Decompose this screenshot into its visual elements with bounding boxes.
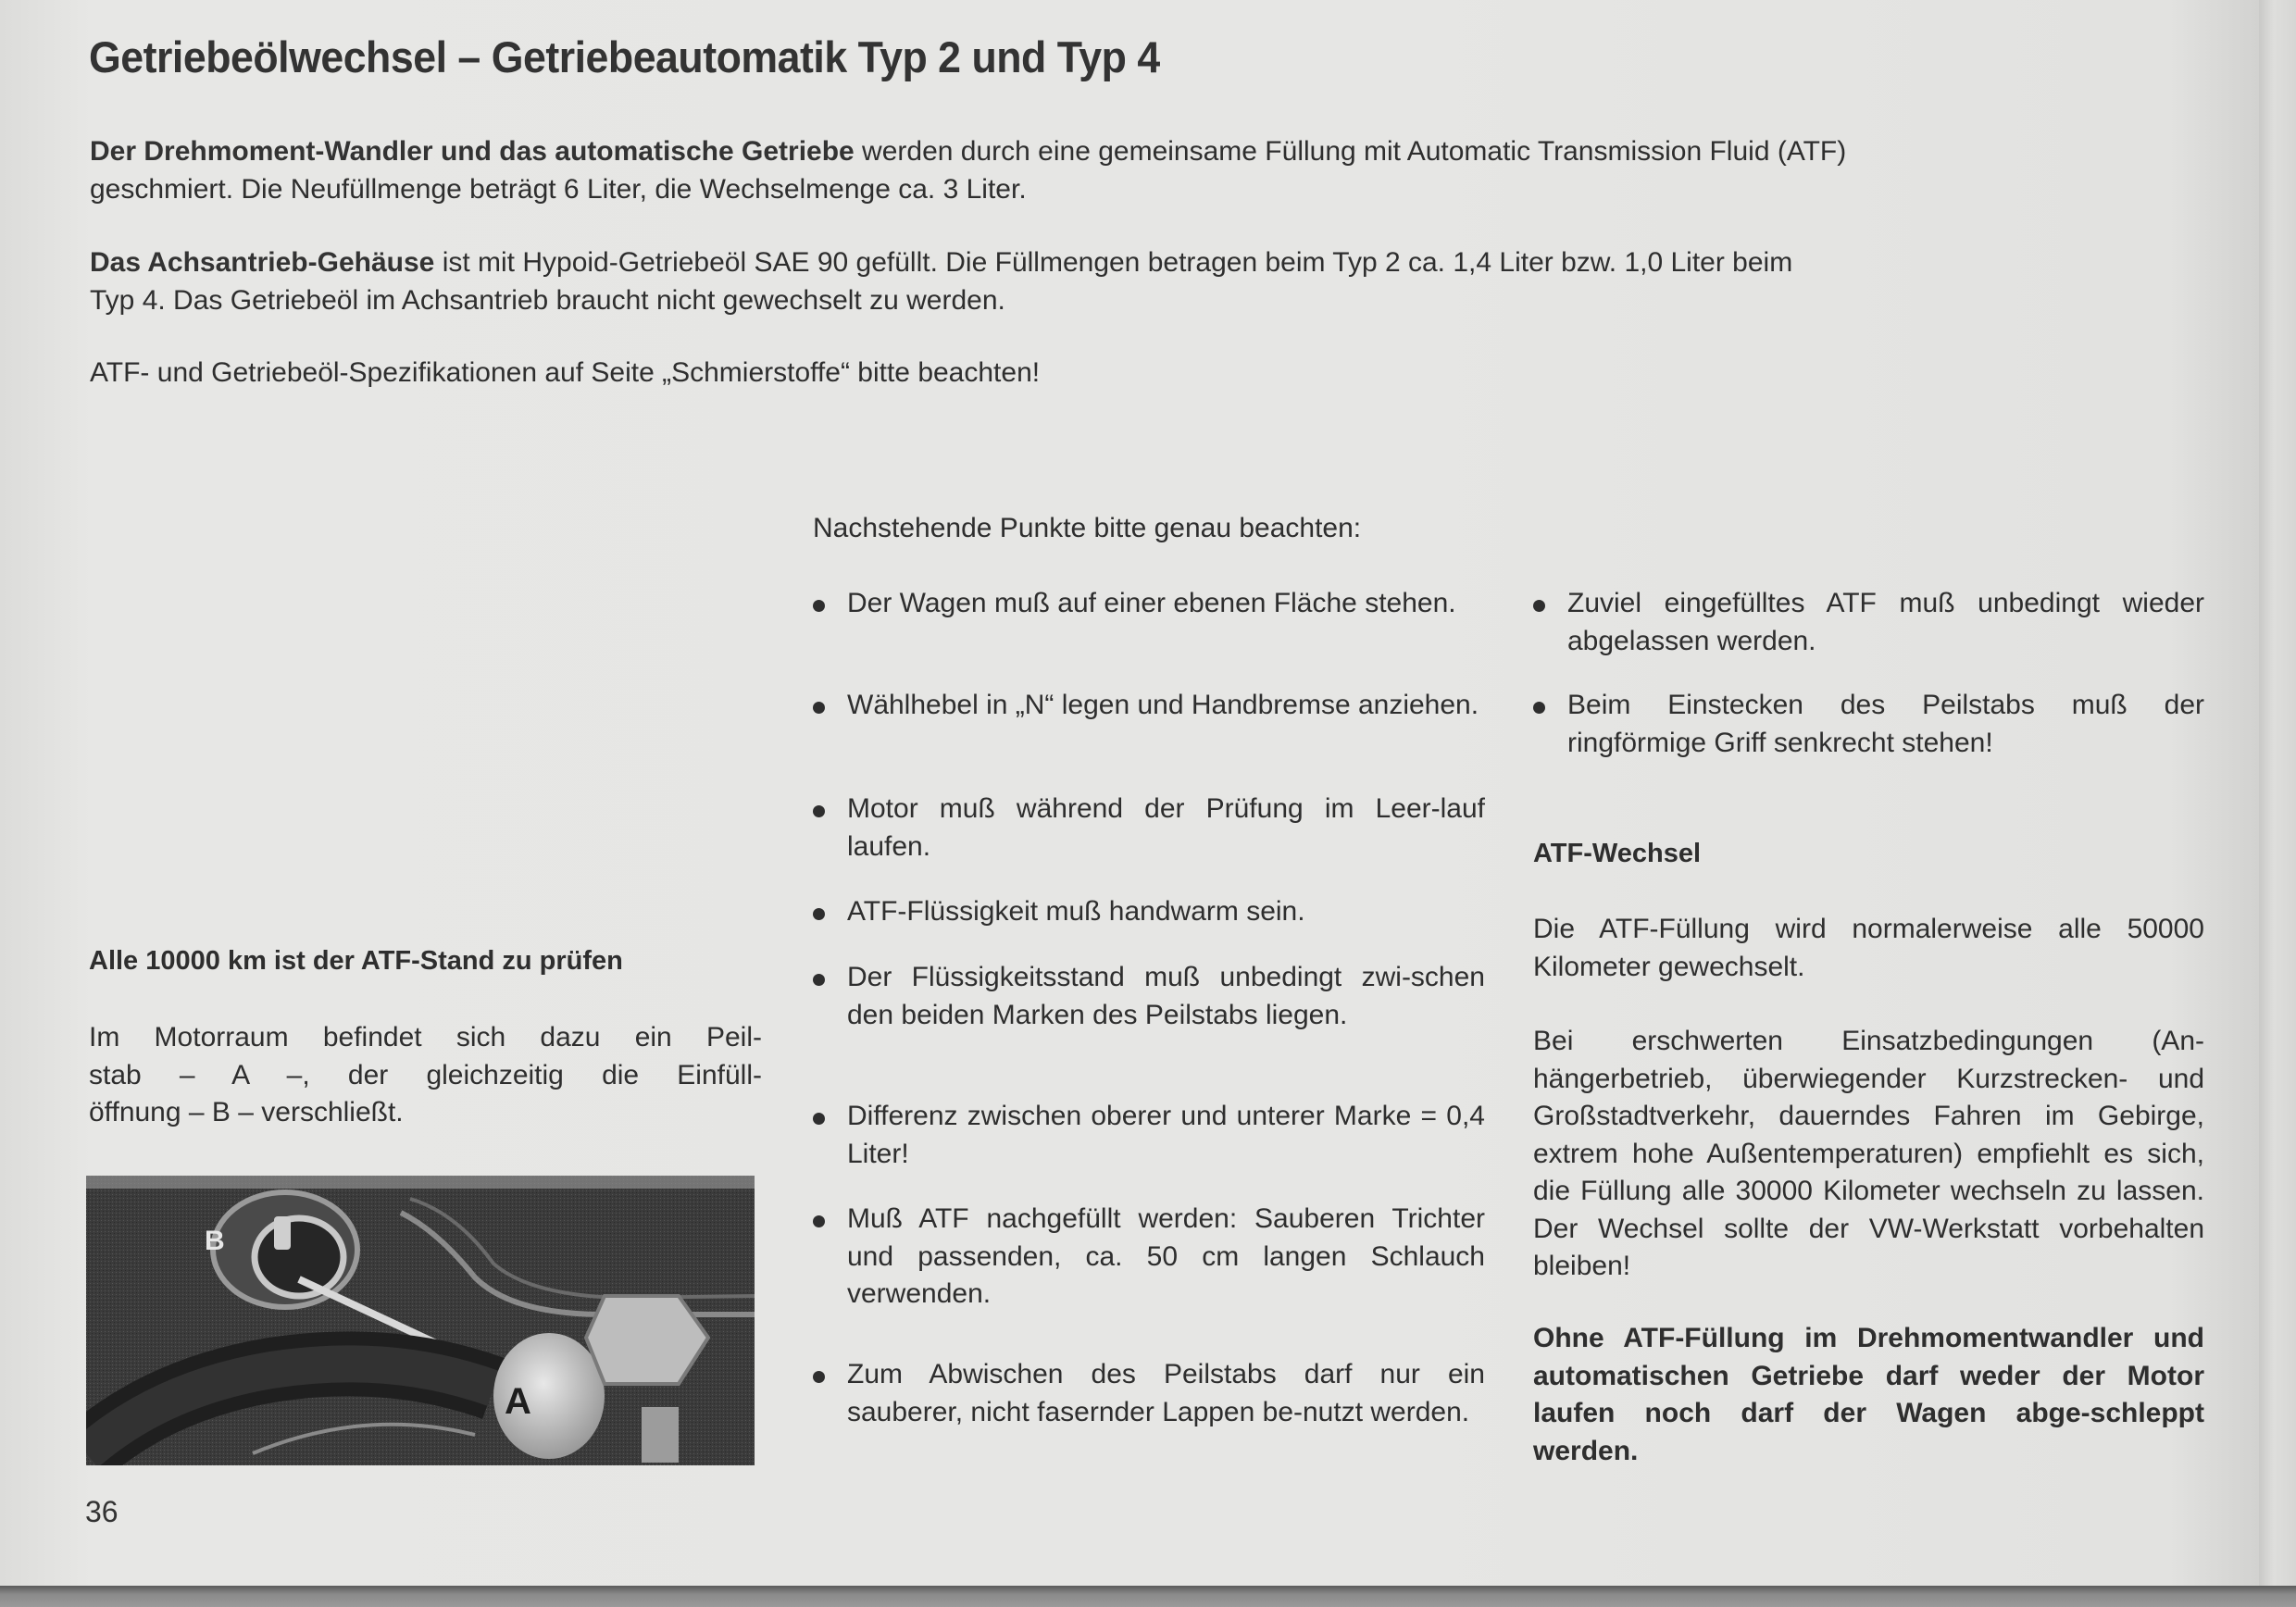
bullet-icon bbox=[813, 908, 825, 920]
bullet-icon bbox=[1533, 702, 1545, 714]
bullet-icon bbox=[813, 1113, 825, 1125]
checklist-item bbox=[1533, 585, 2204, 661]
checklist-item bbox=[1533, 687, 2204, 763]
checklist-text: Der Flüssigkeitsstand muß unbedingt zwi-schen den beiden Marken des Peilstabs liegen. bbox=[847, 962, 1485, 1030]
checklist-text: Zum Abwischen des Peilstabs darf nur ein sauberer, nicht fasernder Lappen be-nutzt werden. bbox=[847, 1359, 1485, 1427]
checklist-item bbox=[813, 687, 1485, 763]
left-paragraph bbox=[89, 1019, 762, 1132]
intro-paragraph-axle bbox=[90, 244, 2219, 319]
page-title: Getriebeölwechsel – Getriebeautomatik Typ 2 und Typ 4 bbox=[89, 32, 1160, 81]
intro-paragraph-specs: ATF- und Getriebeöl-Spezifikationen auf Seite „Schmierstoffe“ bitte beachten! bbox=[90, 357, 1041, 388]
engine-bay-photo bbox=[86, 1176, 755, 1465]
checklist-text: Differenz zwischen oberer und unterer Marke = 0,4 Liter! bbox=[847, 1101, 1485, 1169]
left-line: Im Motorraum befindet sich dazu ein Peil- bbox=[89, 1022, 762, 1053]
intro-p2-bold: Das Achsantrieb-Gehäuse bbox=[90, 247, 435, 278]
intro-p2-line2: Typ 4. Das Getriebeöl im Achsantrieb braucht nicht gewechselt zu werden. bbox=[90, 284, 1005, 316]
checklist-item bbox=[813, 791, 1485, 866]
page-edge-bottom bbox=[0, 1586, 2296, 1607]
intro-p1-line2: geschmiert. Die Neufüllmenge beträgt 6 Liter, die Wechselmenge ca. 3 Liter. bbox=[90, 173, 1027, 205]
bullet-icon bbox=[813, 1371, 825, 1383]
checklist-item bbox=[813, 1201, 1485, 1314]
bullet-icon bbox=[813, 702, 825, 714]
checklist-item bbox=[813, 1356, 1485, 1469]
bullet-icon bbox=[813, 1215, 825, 1227]
checklist-text: Motor muß während der Prüfung im Leer-lauf laufen. bbox=[847, 793, 1485, 862]
intro-p1-bold: Der Drehmoment-Wandler und das automatische Getriebe bbox=[90, 136, 855, 167]
checklist-item bbox=[813, 585, 1485, 661]
intro-p1-rest: werden durch eine gemeinsame Füllung mit Automatic Transmission Fluid (ATF) bbox=[854, 136, 1847, 167]
intro-paragraph-atf bbox=[90, 133, 2219, 208]
bullet-icon bbox=[813, 974, 825, 986]
atf-warning: Ohne ATF-Füllung im Drehmomentwandler und automatischen Getriebe darf weder der Motor laufen noch darf der Wagen abge-schleppt werden. bbox=[1533, 1323, 2204, 1466]
checklist-text: Der Wagen muß auf einer ebenen Fläche stehen. bbox=[847, 588, 1456, 618]
checklist-text: Muß ATF nachgefüllt werden: Sauberen Trichter und passenden, ca. 50 cm langen Schlauch verwenden. bbox=[847, 1203, 1485, 1309]
checklist-intro: Nachstehende Punkte bitte genau beachten: bbox=[813, 513, 1362, 543]
checklist-item bbox=[813, 1098, 1485, 1174]
atf-change-interval: Die ATF-Füllung wird normalerweise alle 50000 Kilometer gewechselt. bbox=[1533, 914, 2204, 982]
bullet-icon bbox=[1533, 600, 1545, 612]
left-line: öffnung – B – verschließt. bbox=[89, 1097, 404, 1127]
left-line: stab – A –, der gleichzeitig die Einfüll- bbox=[89, 1059, 762, 1090]
checklist-text: ATF-Flüssigkeit muß handwarm sein. bbox=[847, 896, 1305, 927]
bullet-icon bbox=[813, 805, 825, 817]
atf-change-heading: ATF-Wechsel bbox=[1533, 839, 1702, 868]
checklist-item bbox=[813, 893, 1485, 931]
atf-change-conditions: Bei erschwerten Einsatzbedingungen (An-hängerbetrieb, überwiegender Kurzstrecken- und Großstadtverkehr, dauerndes Fahren im Gebirge, extrem hohe Außentemperaturen) empfiehlt es sich, die Füllung alle 30000 Kilometer wechseln zu lassen. Der Wechsel sollte der VW-Werkstatt vorbehalten bleiben! bbox=[1533, 1026, 2204, 1281]
photo-label-a: A bbox=[505, 1381, 531, 1422]
bullet-icon bbox=[813, 600, 825, 612]
checklist-text: Zuviel eingefülltes ATF muß unbedingt wieder abgelassen werden. bbox=[1567, 588, 2204, 656]
dipstick-illustration bbox=[86, 1176, 755, 1465]
checklist-text: Wählhebel in „N“ legen und Handbremse anziehen. bbox=[847, 690, 1479, 720]
checklist-item bbox=[813, 959, 1485, 1072]
intro-p2-rest: ist mit Hypoid-Getriebeöl SAE 90 gefüllt. Die Füllmengen betragen beim Typ 2 ca. 1,4 Liter bzw. 1,0 Liter beim bbox=[434, 247, 1793, 278]
left-heading: Alle 10000 km ist der ATF-Stand zu prüfen bbox=[89, 946, 623, 976]
photo-label-b: B bbox=[205, 1226, 225, 1256]
checklist-text: Beim Einstecken des Peilstabs muß der ringförmige Griff senkrecht stehen! bbox=[1567, 690, 2204, 758]
page-number: 36 bbox=[85, 1495, 119, 1528]
page-edge-right bbox=[2259, 0, 2296, 1586]
